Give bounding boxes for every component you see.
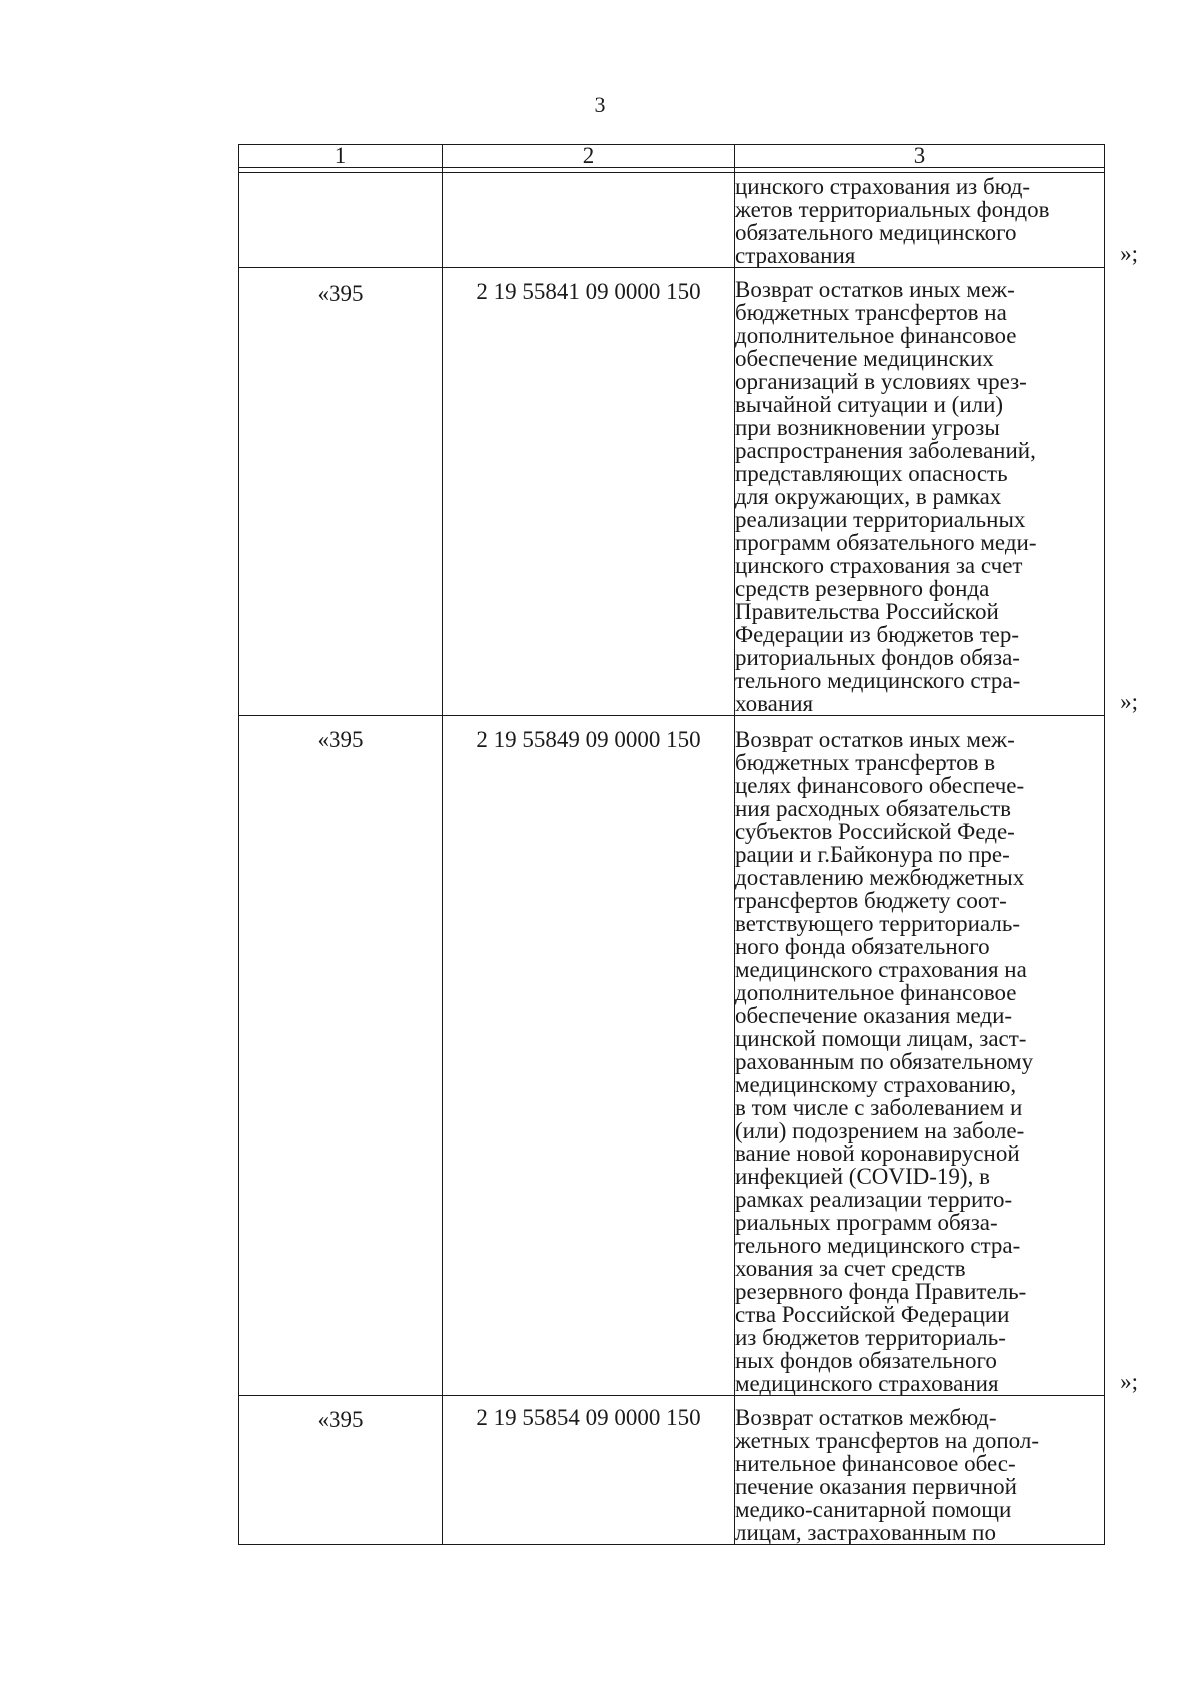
description-line: нительное финансовое обес- [735, 1451, 1016, 1476]
description-line: тельного медицинского стра- [735, 668, 1021, 693]
description-line: медицинского страхования на [735, 957, 1027, 982]
description-line: резервного фонда Правитель- [735, 1279, 1027, 1304]
description-line: риальных программ обяза- [735, 1210, 998, 1235]
description-line: тельного медицинского стра- [735, 1233, 1021, 1258]
description-cell [735, 173, 1138, 268]
description-line: из бюджетов территориаль- [735, 1325, 1006, 1350]
description-line: ния расходных обязательств [735, 796, 1011, 821]
description-line: доставлению межбюджетных [735, 865, 1025, 890]
description-line: вание новой коронавирусной [735, 1141, 1020, 1166]
description-line: цинского страхования за счет [735, 553, 1023, 578]
description-cell [735, 1396, 1105, 1545]
description-line: рамках реализации террито- [735, 1187, 1013, 1212]
description-line: печение оказания первичной [735, 1474, 1017, 1499]
description-line: организаций в условиях чрез- [735, 369, 1027, 394]
description-line: обеспечение оказания меди- [735, 1003, 1013, 1028]
budget-code-cell [443, 173, 735, 268]
description-line: (или) подозрением на заболе- [735, 1118, 1025, 1143]
description-line: Правительства Российской [735, 599, 999, 624]
description-line: для окружающих, в рамках [735, 484, 1002, 509]
description-line: обеспечение медицинских [735, 346, 994, 371]
description-line: вычайной ситуации и (или) [735, 392, 1004, 417]
description-line: рации и г.Байконура по пре- [735, 842, 1010, 867]
description-line: дополнительное финансовое [735, 980, 1017, 1005]
description-line: цинской помощи лицам, заст- [735, 1026, 1027, 1051]
description-line: Возврат остатков иных меж- [735, 727, 1015, 752]
description-line: цинского страхования из бюд- [735, 174, 1031, 199]
budget-code-cell: 2 19 55849 09 0000 150 [443, 716, 735, 1396]
description-line: хования за счет средств [735, 1256, 966, 1281]
table-row [239, 173, 1105, 268]
description-line: бюджетных трансфертов в [735, 750, 996, 775]
description-line: хования [735, 691, 814, 716]
table-header-row [239, 145, 1105, 168]
description-line: дополнительное финансовое [735, 323, 1017, 348]
description-line: бюджетных трансфертов на [735, 300, 1007, 325]
description-line: медицинскому страхованию, [735, 1072, 1017, 1097]
column-header-1: 1 [239, 145, 443, 168]
description-line: страхования [735, 243, 856, 268]
table-row [239, 1396, 1105, 1545]
description-line: представляющих опасность [735, 461, 1008, 486]
table-row [239, 268, 1105, 716]
description-line: ных фондов обязательного [735, 1348, 997, 1373]
description-cell [735, 716, 1138, 1396]
description-line: при возникновении угрозы [735, 415, 1000, 440]
closing-quote: »; [1120, 1369, 1138, 1394]
description-line: Федерации из бюджетов тер- [735, 622, 1020, 647]
description-line: трансфертов бюджету соот- [735, 888, 1007, 913]
description-line: инфекцией (COVID-19), в [735, 1164, 990, 1189]
description-line: рахованным по обязательному [735, 1049, 1034, 1074]
description-line: Возврат остатков межбюд- [735, 1405, 997, 1430]
closing-quote: »; [1120, 689, 1138, 714]
row-number-cell: «395 [239, 268, 443, 716]
description-line: медико-санитарной помощи [735, 1497, 1012, 1522]
description-line: жетных трансфертов на допол- [735, 1428, 1039, 1453]
column-header-3: 3 [735, 145, 1105, 168]
description-line: в том числе с заболеванием и [735, 1095, 1023, 1120]
description-line: жетов территориальных фондов [735, 197, 1050, 222]
description-line: лицам, застрахованным по [735, 1520, 996, 1545]
table-row [239, 716, 1105, 1396]
description-line: ства Российской Федерации [735, 1302, 1010, 1327]
description-line: субъектов Российской Феде- [735, 819, 1015, 844]
description-line: ного фонда обязательного [735, 934, 990, 959]
description-line: распространения заболеваний, [735, 438, 1036, 463]
description-line: Возврат остатков иных меж- [735, 277, 1015, 302]
row-number-cell: «395 [239, 716, 443, 1396]
budget-code-cell: 2 19 55854 09 0000 150 [443, 1396, 735, 1545]
closing-quote: »; [1120, 241, 1138, 266]
row-number-cell: «395 [239, 1396, 443, 1545]
budget-code-cell: 2 19 55841 09 0000 150 [443, 268, 735, 716]
row-number-cell [239, 173, 443, 268]
description-line: средств резервного фонда [735, 576, 990, 601]
column-header-2: 2 [443, 145, 735, 168]
description-line: целях финансового обеспече- [735, 773, 1025, 798]
description-line: риториальных фондов обяза- [735, 645, 1020, 670]
table-body [239, 173, 1138, 1545]
description-line: программ обязательного меди- [735, 530, 1037, 555]
description-line: медицинского страхования [735, 1371, 999, 1396]
description-line: обязательного медицинского [735, 220, 1017, 245]
budget-code-table [238, 143, 1138, 1545]
description-line: реализации территориальных [735, 507, 1026, 532]
page-number: 3 [594, 92, 606, 117]
description-line: ветствующего территориаль- [735, 911, 1020, 936]
description-cell [735, 268, 1138, 716]
